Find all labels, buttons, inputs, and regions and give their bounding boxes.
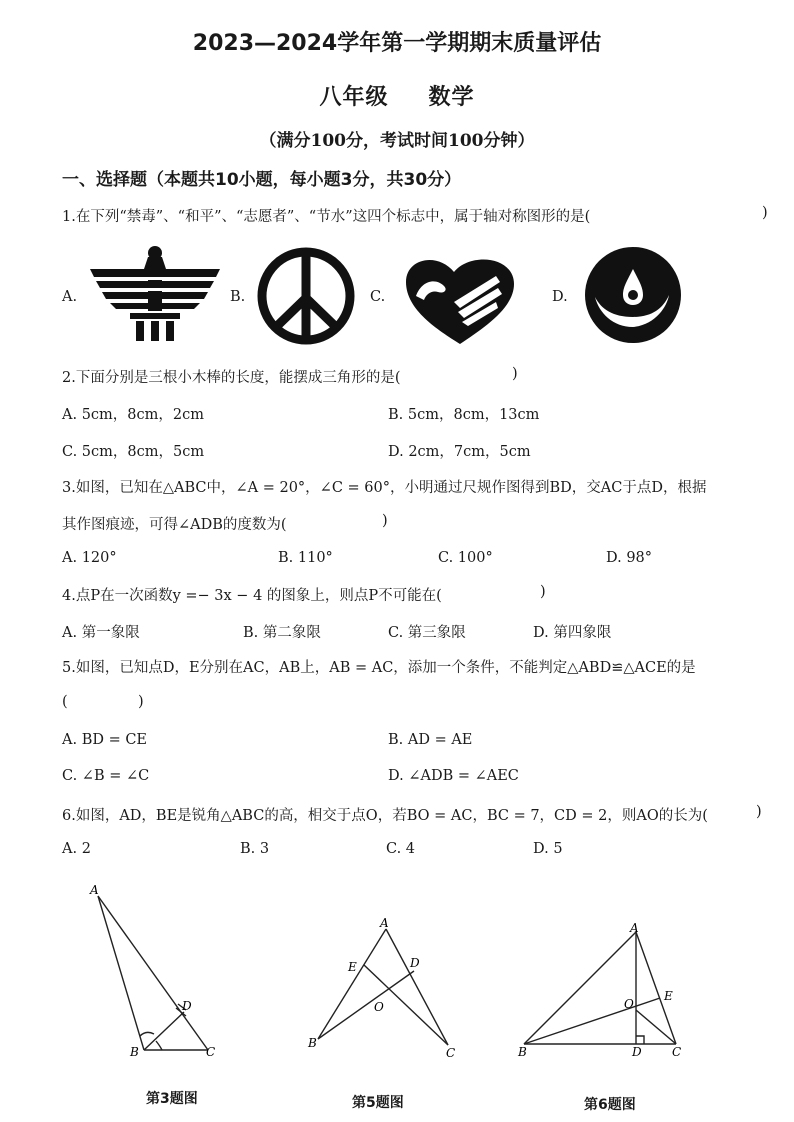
fig5-label-b: B — [308, 1036, 317, 1050]
figure-5-caption: 第5题图 — [352, 1095, 404, 1111]
question-2-stem: 2.下面分别是三根小木棒的长度，能摆成三角形的是( — [62, 370, 401, 386]
fig6-label-a: A — [630, 921, 639, 935]
fig3-label-d: D — [182, 999, 192, 1013]
figure-3-diagram — [80, 878, 240, 1068]
fig6-label-o: O — [624, 997, 634, 1011]
fig3-arc-2 — [156, 1041, 162, 1050]
fig6-label-d: D — [632, 1045, 642, 1059]
figure-5-diagram — [300, 915, 470, 1065]
question-4-stem: 4.点P在一次函数y =− 3x − 4 的图象上，则点P不可能在( — [62, 588, 442, 604]
q5-option-d: D. ∠ADB = ∠AEC — [388, 768, 519, 784]
question-4-close: ) — [540, 584, 546, 600]
question-3-close: ) — [382, 513, 388, 529]
fig3-label-b: B — [130, 1045, 139, 1059]
grade-subject — [0, 80, 794, 111]
section-heading: 一、选择题（本题共10小题，每小题3分，共30分） — [62, 170, 462, 190]
question-6-stem: 6.如图，AD，BE是锐角△ABC的高，相交于点O，若BO = AC，BC = 7，CD = 2，则AO的长为( — [62, 808, 708, 824]
question-5-line-1: 5.如图，已知点D，E分别在AC，AB上，AB = AC，添加一个条件，不能判定△ABD≌△ACE的是 — [62, 660, 696, 676]
figure-6-diagram — [510, 920, 700, 1068]
q2-option-d: D. 2cm，7cm，5cm — [388, 444, 531, 460]
fig5-segment-bd — [318, 971, 414, 1039]
q4-option-a: A. 第一象限 — [62, 625, 140, 641]
question-5-open: ( — [62, 694, 68, 710]
q3-option-c: C. 100° — [438, 550, 493, 566]
q4-option-d: D. 第四象限 — [533, 625, 612, 641]
q5-option-b: B. AD = AE — [388, 732, 473, 748]
fig3-label-c: C — [206, 1045, 216, 1059]
q4-option-c: C. 第三象限 — [388, 625, 466, 641]
fig3-side-ab — [98, 896, 144, 1050]
fig6-side-ab — [524, 932, 636, 1044]
q3-option-a: A. 120° — [62, 550, 117, 566]
fig5-label-a: A — [380, 916, 389, 930]
fig6-label-c: C — [672, 1045, 682, 1059]
fig5-label-c: C — [446, 1046, 456, 1060]
peace-symbol-icon — [256, 246, 356, 346]
question-3-line-1: 3.如图，已知在△ABC中，∠A = 20°，∠C = 60°，小明通过尺规作图得到BD，交AC于点D，根据 — [62, 480, 707, 496]
grade-label: 八年级 — [319, 85, 389, 110]
question-5-close: ) — [138, 694, 144, 710]
figure-3-caption: 第3题图 — [146, 1091, 198, 1107]
heart-hand-icon — [398, 250, 520, 346]
fig3-side-ac — [98, 896, 208, 1050]
q5-option-c: C. ∠B = ∠C — [62, 768, 150, 784]
fig3-segment-bd — [144, 1012, 184, 1050]
fig5-side-ab — [318, 929, 386, 1039]
fig6-right-angle-d — [636, 1036, 644, 1044]
fig6-label-b: B — [518, 1045, 527, 1059]
q1-option-c: C. — [370, 289, 386, 305]
q1-option-d: D. — [552, 289, 568, 305]
eagle-emblem-icon — [90, 243, 220, 343]
fig5-label-d: D — [410, 956, 420, 970]
q3-option-d: D. 98° — [606, 550, 653, 566]
q6-option-d: D. 5 — [533, 841, 563, 857]
q2-option-b: B. 5cm，8cm，13cm — [388, 407, 540, 423]
question-3-line-2: 其作图痕迹，可得∠ADB的度数为( — [62, 517, 287, 533]
fig6-label-e: E — [664, 989, 673, 1003]
question-1-stem: 1.在下列“禁毒”、“和平”、“志愿者”、“节水”这四个标志中，属于轴对称图形的是( — [62, 209, 591, 225]
q6-option-a: A. 2 — [62, 841, 91, 857]
exam-note: （满分100分，考试时间100分钟） — [259, 131, 535, 151]
fig3-label-a: A — [90, 883, 99, 897]
q5-option-a: A. BD = CE — [62, 732, 148, 748]
fig5-side-ac — [386, 929, 448, 1045]
fig3-arc-1 — [140, 1032, 154, 1036]
q4-option-b: B. 第二象限 — [243, 625, 321, 641]
q2-option-a: A. 5cm，8cm，2cm — [62, 407, 204, 423]
question-2-close: ) — [512, 366, 518, 382]
question-1-close: ) — [762, 205, 768, 221]
q3-option-b: B. 110° — [278, 550, 333, 566]
figure-6-caption: 第6题图 — [584, 1097, 636, 1113]
subject-label: 数学 — [428, 85, 475, 110]
q2-option-c: C. 5cm，8cm，5cm — [62, 444, 205, 460]
q6-option-b: B. 3 — [240, 841, 270, 857]
question-6-close: ) — [756, 804, 762, 820]
fig5-label-o: O — [374, 1000, 384, 1014]
q1-option-a: A. — [62, 289, 78, 305]
fig5-label-e: E — [348, 960, 357, 974]
fig6-altitude-be — [524, 998, 660, 1044]
exam-title: 2023—2024学年第一学期期末质量评估 — [192, 31, 602, 56]
q1-option-b: B. — [230, 289, 246, 305]
q6-option-c: C. 4 — [386, 841, 416, 857]
water-drop-icon — [583, 245, 683, 345]
